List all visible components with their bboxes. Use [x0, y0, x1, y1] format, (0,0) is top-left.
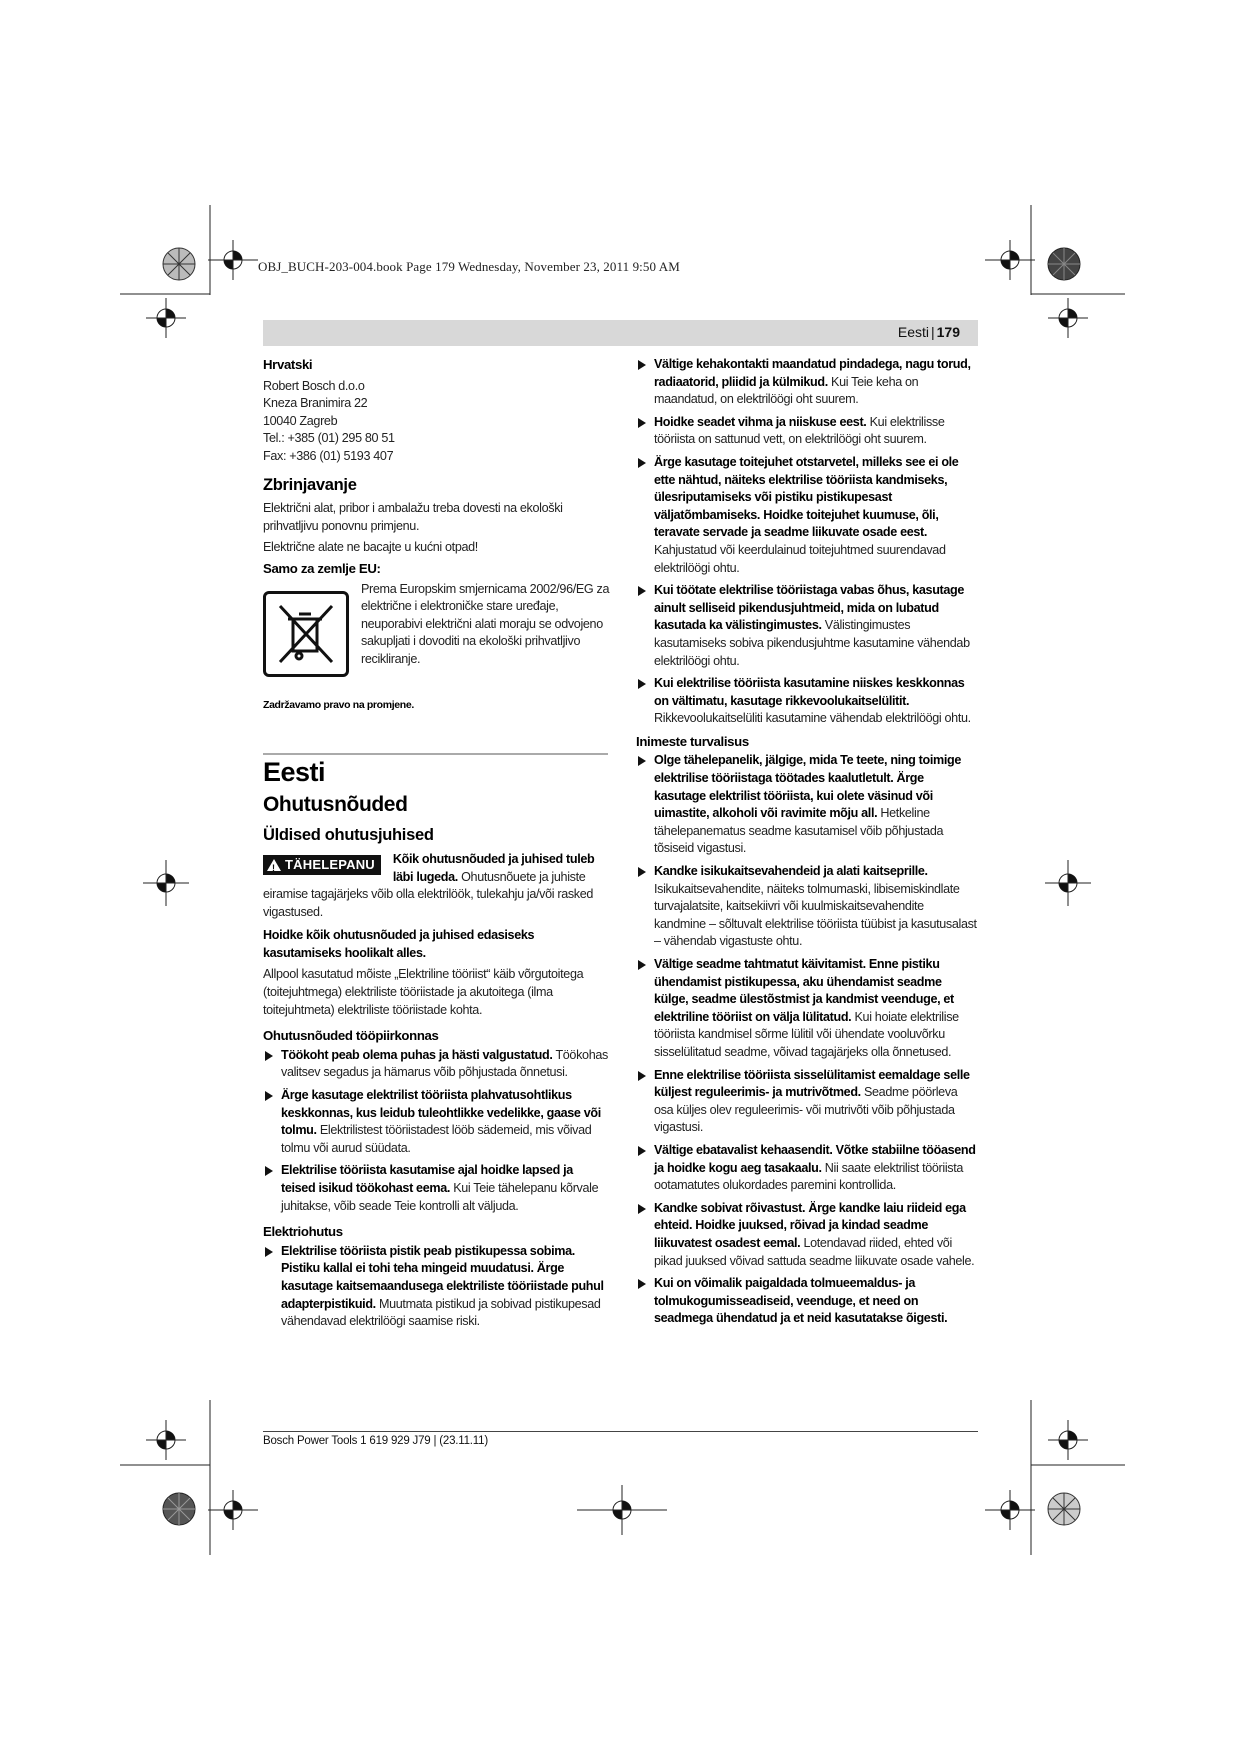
disposal-p1: Električni alat, pribor i ambalažu treba dovesti na ekološki prihvatljivu ponovnu primjenu.	[263, 501, 563, 533]
bullet-icon	[638, 1204, 646, 1214]
crosshair-right-bottom	[1048, 1420, 1088, 1460]
crosshair-left-middle	[143, 860, 189, 906]
crosshair-bottom-left	[208, 1490, 258, 1530]
bullet-icon	[638, 1146, 646, 1156]
header-section: Eesti	[897, 324, 929, 340]
warn-text: Ohutusnõuete ja juhiste eiramise tagajärjeks võib olla elektrilöök, tulekahju ja/või rasked vigastused.	[263, 869, 594, 919]
bullet-icon	[265, 1051, 273, 1061]
safety-title: Ohutusnõuded	[263, 792, 408, 816]
bullet-icon	[265, 1247, 273, 1257]
bullet-icon	[638, 458, 646, 468]
page-footer: Bosch Power Tools 1 619 929 J79 | (23.11.11)	[263, 1435, 488, 1447]
list-item	[636, 1200, 978, 1270]
bullet-icon	[638, 756, 646, 766]
print-line: OBJ_BUCH-203-004.book Page 179 Wednesday, November 23, 2011 9:50 AM	[258, 259, 680, 274]
item-bold: Enne elektrilise tööriista sisselülitamist eemaldage selle küljest reguleerimis- ja mutrivõtmed.	[654, 1067, 970, 1100]
page-header-label	[898, 324, 960, 340]
item-bold: Hoidke seadet vihma ja niiskuse eest.	[654, 414, 867, 429]
bullet-icon	[638, 1279, 646, 1289]
crosshair-left-top	[146, 298, 186, 338]
warning-para	[263, 851, 608, 921]
address-line: Robert Bosch d.o.o	[263, 378, 365, 393]
crosshair-right-middle	[1045, 860, 1091, 906]
address-line: Kneza Branimira 22	[263, 396, 368, 411]
item-bold: Ärge kasutage toitejuhet otstarvetel, milleks see ei ole ette nähtud, näiteks elektrilise tööriista kandmiseks, ülesriputamiseks või pistiku pistikupesast väljatõmbamiseks. Hoidke toitejuhet kuumuse, õli, teravate servade ja seadme liikuvate osade eest.	[654, 454, 959, 540]
address-line: Fax: +386 (01) 5193 407	[263, 448, 394, 463]
person-list	[636, 752, 978, 1327]
list-item	[636, 414, 978, 449]
item-bold: Kui elektrilise tööriista kasutamine niiskes keskkonnas on vältimatu, kasutage rikkevoolukaitselülitit.	[654, 676, 965, 708]
list-item	[636, 956, 978, 1062]
work-list	[263, 1047, 608, 1215]
item-text: Seadme pöörleva osa küljes olev reguleerimis- või mutrivõti võib põhjustada vigastusi.	[654, 1085, 958, 1135]
person-heading: Inimeste turvalisus	[636, 733, 749, 749]
page-header-bar	[263, 320, 978, 346]
left-column	[263, 356, 608, 1331]
bullet-icon	[265, 1166, 273, 1176]
list-item	[636, 356, 978, 409]
crosshair-top-left	[208, 240, 258, 280]
rosette-bottom-right	[1047, 1492, 1081, 1526]
elec-heading: Elektriohutus	[263, 1224, 343, 1240]
crosshair-top-right	[985, 240, 1035, 280]
item-bold: Vältige ebatavalist kehaasendit. Võtke stabiilne tööasend ja hoidke kogu aeg tasakaalu.	[654, 1142, 976, 1175]
crosshair-right-top	[1048, 298, 1088, 338]
bullet-icon	[638, 1071, 646, 1081]
list-item	[636, 675, 978, 728]
header-separator: |	[931, 324, 935, 340]
item-bold: Elektrilise tööriista kasutamise ajal hoidke lapsed ja teised isikud töökohast eema.	[281, 1163, 573, 1195]
crosshair-left-bottom	[146, 1420, 186, 1460]
item-text: Välistingimustes kasutamiseks sobiva pikendusjuhtme kasutamine vähendab elektrilöögi ohtu.	[654, 618, 970, 668]
item-bold: Vältige seadme tahtmatut käivitamist. Enne pistiku ühendamist pistikupessa, aku ühendamist seadme külge, seadme ülestõstmist ja kandmist veenduge, et elektriline tööriist on välja lülitatud.	[654, 957, 954, 1024]
eesti-title: Eesti	[263, 757, 326, 788]
rosette-bottom-left	[162, 1492, 196, 1526]
address-line: 10040 Zagreb	[263, 413, 338, 428]
item-bold: Kandke isikukaitsevahendeid ja alati kaitseprille.	[654, 864, 928, 879]
bullet-icon	[638, 867, 646, 877]
rosette-top-left	[162, 247, 196, 281]
item-bold: Vältige kehakontakti maandatud pindadega, nagu torud, radiaatorid, pliidid ja külmikud.	[654, 357, 971, 389]
rosette-top-right	[1047, 247, 1081, 281]
item-bold: Kandke sobivat rõivastust. Ärge kandke laiu riideid ega ehteid. Hoidke juuksed, rõivad ja kindad seadme liikuvatest osadest eemal.	[654, 1200, 966, 1250]
warn-bold: Kõik ohutusnõuded ja juhised tuleb läbi lugeda.	[392, 851, 595, 884]
item-text: Isikukaitsevahendite, näiteks tolmumaski, libisemiskindlate turvajalatsite, kaitsekiivri või kuulmiskaitsevahendite kandmine – sõltuvalt elektrilise tööriista tüübist ja kasutusalast – vähendab vigastuste ohtu.	[654, 881, 977, 949]
list-item	[636, 863, 978, 951]
crosshair-bottom-right	[985, 1490, 1035, 1530]
item-text: Kui Teie keha on maandatud, on elektrilöögi oht suurem.	[654, 374, 919, 407]
list-item	[263, 1162, 608, 1215]
warning-badge	[263, 855, 381, 875]
item-text: Töökohas valitsev segadus ja hämarus võib põhjustada õnnetusi.	[281, 1047, 608, 1080]
bullet-icon	[638, 418, 646, 428]
page-number: 179	[936, 324, 960, 340]
bullet-icon	[638, 360, 646, 370]
item-text: Kahjustatud või keerdulainud toitejuhtmed suurendavad elektrilöögi ohtu.	[654, 542, 946, 575]
address-block	[263, 378, 608, 466]
item-text: Hetkeline tähelepanematus seadme kasutamisel võib põhjustada tõsiseid vigastusi.	[654, 806, 944, 856]
item-text: Lotendavad riided, ehted või pikad juuksed võivad sattuda seadme liikuvate osade vahele.	[654, 1235, 975, 1268]
list-item	[263, 1047, 608, 1082]
bullet-icon	[265, 1091, 273, 1101]
list-item	[636, 752, 978, 858]
warning-icon	[267, 859, 281, 871]
item-text: Kui Teie tähelepanu kõrvale juhitakse, võib seade Teie kontrolli alt väljuda.	[281, 1181, 599, 1213]
disposal-heading: Zbrinjavanje	[263, 475, 357, 494]
elec-list-left	[263, 1243, 608, 1331]
list-item	[636, 582, 978, 670]
item-text: Kui hoiate elektrilise tööriista kandmisel sõrme lülitil või ühendate vooluvõrku sisselülitatud seadme, võivad tagajärjeks olla õnnetused.	[654, 1009, 959, 1059]
list-item	[636, 1275, 978, 1328]
list-item	[263, 1087, 608, 1157]
item-bold: Elektrilise tööriista pistik peab pistikupessa sobima. Pistiku kallal ei tohi teha mingeid muudatusi. Ärge kasutage kaitsemaandusega elektriliste tööriistade puhul adapterpistikuid.	[281, 1243, 604, 1311]
disposal-p2: Električne alate ne bacajte u kućni otpad!	[263, 540, 478, 555]
crosshair-bottom-center	[577, 1485, 667, 1535]
term-text: Allpool kasutatud mõiste „Elektriline tööriist“ käib võrgutoitega (toitejuhtmega) elektriliste tööriistade ja akutoitega (ilma toitejuhtmeta) elektriliste tööriistade kohta.	[263, 967, 584, 1017]
item-bold: Kui töötate elektrilise tööriistaga vabas õhus, kasutage ainult selliseid pikendusjuhtmeid, mida on lubatud kasutada ka välistingimustes.	[654, 583, 965, 633]
eu-heading: Samo za zemlje EU:	[263, 560, 381, 576]
elec-list-right	[636, 356, 978, 728]
eu-block	[263, 581, 608, 681]
item-text: Rikkevoolukaitselüliti kasutamine vähendab elektrilöögi ohtu.	[654, 711, 971, 726]
item-text: Muutmata pistikud ja sobivad pistikupesad vähendavad elektrilöögi saamise riski.	[281, 1296, 601, 1329]
item-bold: Olge tähelepanelik, jälgige, mida Te teete, ning toimige elektrilise tööriistaga töötades kaalutletult. Ärge kasutage elektrilist tööriista, kui olete väsinud või uimastite, alkoholi või ravimite mõju all.	[654, 753, 961, 821]
general-title: Üldised ohutusjuhised	[263, 826, 434, 845]
reserve-note: Zadržavamo pravo na promjene.	[263, 698, 414, 711]
item-bold: Töökoht peab olema puhas ja hästi valgustatud.	[281, 1047, 553, 1062]
address-line: Tel.: +385 (01) 295 80 51	[263, 431, 395, 446]
item-text: Elektrilistest tööriistadest lööb sädemeid, mis võivad tolmu või aurud süüdata.	[281, 1123, 592, 1155]
list-item	[636, 454, 978, 577]
list-item	[636, 1142, 978, 1195]
item-bold: Ärge kasutage elektrilist tööriista plahvatusohtlikus keskkonnas, kus leidub tuleohtlikke vedelikke, gaase või tolmu.	[281, 1088, 601, 1138]
list-item	[263, 1243, 608, 1331]
footer-rule	[263, 1431, 978, 1432]
work-heading: Ohutusnõuded tööpiirkonnas	[263, 1028, 439, 1044]
warning-badge-label: TÄHELEPANU	[285, 856, 375, 872]
keep-note: Hoidke kõik ohutusnõuded ja juhised edasiseks kasutamiseks hoolikalt alles.	[263, 928, 535, 960]
bullet-icon	[638, 586, 646, 596]
eu-text: Prema Europskim smjernicama 2002/96/EG za električne i elektroničke stare uređaje, neuporabivi električni alati moraju se odvojeno sakupljati i dovoditi na ekološki prihvatljivo recikliranje.	[361, 581, 610, 666]
section-divider	[263, 753, 608, 755]
weee-bin-icon	[263, 591, 349, 677]
bullet-icon	[638, 960, 646, 970]
right-column	[636, 356, 978, 1328]
hr-heading: Hrvatski	[263, 357, 313, 372]
list-item	[636, 1067, 978, 1137]
bullet-icon	[638, 679, 646, 689]
item-text: Kui elektrilisse tööriista on sattunud vett, on elektrilöögi oht suurem.	[654, 414, 945, 447]
item-bold: Kui on võimalik paigaldada tolmueemaldus- ja tolmukogumisseadiseid, veenduge, et need on seadmega ühendatud ja et neid kasutatakse õigesti.	[654, 1276, 948, 1326]
item-text: Nii saate elektrilist tööriista ootamatutes olukordades paremini kontrollida.	[654, 1160, 964, 1193]
